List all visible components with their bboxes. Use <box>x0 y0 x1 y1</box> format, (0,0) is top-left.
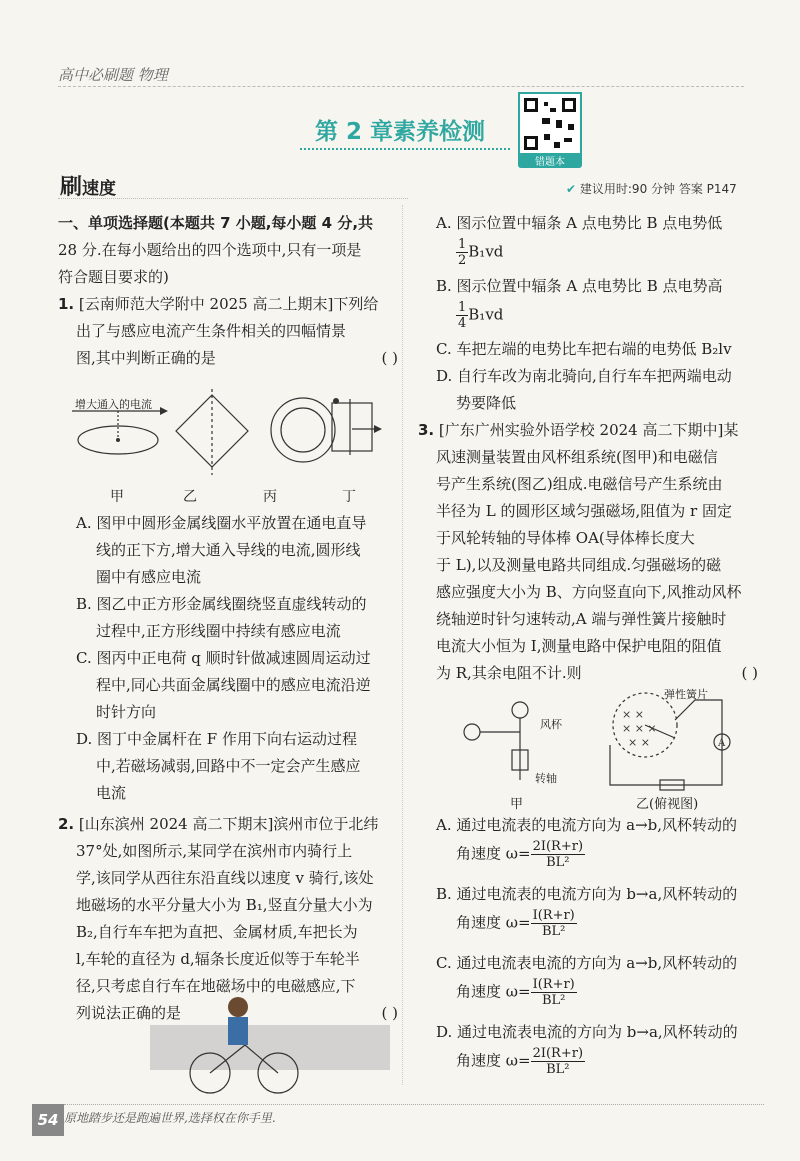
q3-options <box>418 812 758 1088</box>
q3b-pre: 角速度 ω= <box>456 913 531 932</box>
q1-line1: [云南师范大学附中 2025 高二上期末]下列给 <box>78 295 379 313</box>
q3b-den: BL² <box>541 924 566 939</box>
fig-jia-label: 甲 <box>510 797 524 812</box>
rider-body <box>228 1017 248 1045</box>
q2-line1: [山东滨州 2024 高二下期末]滨州市位于北纬 <box>78 815 379 833</box>
q3c-num: I(R+r) <box>532 977 575 992</box>
q2-line2: 37°处,如图所示,某同学在滨州市内骑行上 <box>76 842 353 860</box>
hint-text: 建议用时:90 分钟 答案 P147 <box>579 182 737 196</box>
chapter-title: 第 2 章素养检测 <box>315 119 486 145</box>
q3d-pre: 角速度 ω= <box>456 1051 531 1070</box>
q2-line4: 地磁场的水平分量大小为 B₁,竖直分量大小为 <box>76 896 373 914</box>
q3-option-a-1: A. 通过电流表的电流方向为 a→b,风杯转动的 <box>436 816 738 834</box>
check-icon: ✔ <box>566 182 577 196</box>
q1-option-c-2: 程中,同心共面金属线圈中的感应电流沿逆 <box>96 676 371 694</box>
q3d-num: 2I(R+r) <box>532 1046 584 1061</box>
current-arrow <box>160 407 168 415</box>
bicycle-figure <box>150 995 390 1095</box>
q3c-den: BL² <box>541 993 566 1008</box>
time-hint <box>566 180 737 197</box>
q1-option-c-3: 时针方向 <box>96 703 157 721</box>
q3-line4: 半径为 L 的圆形区域匀强磁场,阻值为 r 固定 <box>436 502 732 520</box>
q3-line1: [广东广州实验外语学校 2024 高二下期中]某 <box>438 421 739 439</box>
q3-option-d-1: D. 通过电流表电流的方向为 b→a,风杯转动的 <box>436 1023 738 1041</box>
q1-answer-paren: ( ) <box>381 349 398 367</box>
fig-current-label: 增大通入的电流 <box>75 398 152 411</box>
q1-option-b-1: B. 图乙中正方形金属线圈绕竖直虚线转动的 <box>76 595 367 613</box>
q1-option-a-1: A. 图甲中圆形金属线圈水平放置在通电直导 <box>76 514 367 532</box>
fig-spring-label: 弹性簧片 <box>664 688 708 701</box>
svg-text:× ×: × × <box>622 708 644 721</box>
q3-line10: 为 R,其余电阻不计.则 <box>436 664 582 682</box>
q2-number: 2. <box>58 815 75 833</box>
q2b-num: 1 <box>458 300 467 315</box>
q2a-den: 2 <box>458 253 467 268</box>
q3-option-c-1: C. 通过电流表电流的方向为 a→b,风杯转动的 <box>436 954 738 972</box>
q2a-tail: B₁vd <box>468 242 504 261</box>
q3d-fraction <box>531 1046 585 1077</box>
part-title-2: 28 分.在每小题给出的四个选项中,只有一项是 <box>58 241 362 259</box>
cup-left <box>464 724 480 740</box>
q3d-den: BL² <box>546 1062 570 1077</box>
q2a-num: 1 <box>458 237 467 252</box>
q2-option-c: C. 车把左端的电势比车把右端的电势低 B₂lv <box>436 340 732 358</box>
q3c-fraction <box>531 977 577 1008</box>
fig-cup-label: 风杯 <box>540 718 562 731</box>
q3c-pre: 角速度 ω= <box>456 982 531 1001</box>
q3-line7: 感应强度大小为 B、方向竖直向下,风推动风杯 <box>436 583 742 601</box>
rail-circuit <box>332 399 382 455</box>
q1-option-d-1: D. 图丁中金属杆在 F 作用下向右运动过程 <box>76 730 357 748</box>
column-divider <box>402 205 403 1085</box>
q2-option-a: A. 图示位置中辐条 A 点电势比 B 点电势低 <box>436 214 723 232</box>
q2-option-d-1: D. 自行车改为南北骑向,自行车车把两端电动 <box>436 367 732 385</box>
q3-answer-paren: ( ) <box>741 664 758 682</box>
svg-text:A: A <box>718 738 726 749</box>
footer-divider <box>64 1104 764 1105</box>
qr-label: 错题本 <box>518 153 582 168</box>
q2b-den: 4 <box>458 316 467 331</box>
q1-option-a-3: 圈中有感应电流 <box>96 568 202 586</box>
q2-answer-paren: ( ) <box>381 1004 398 1022</box>
q3b-fraction <box>531 908 577 939</box>
q1-option-a-2: 线的正下方,增大通入导线的电流,圆形线 <box>96 541 361 559</box>
fig-name-yi: 乙 <box>183 489 197 505</box>
svg-text:× ×: × × <box>628 736 650 749</box>
square-field <box>176 389 248 475</box>
fig-name-bing: 丙 <box>263 489 277 505</box>
q2b-fraction <box>456 300 468 331</box>
fig-axis-label: 转轴 <box>535 772 557 785</box>
right-column <box>418 210 758 687</box>
page-number: 54 <box>32 1104 64 1136</box>
part-title: 一、单项选择题(本题共 7 小题,每小题 4 分,共 <box>58 214 374 232</box>
q1-line3: 图,其中判断正确的是 <box>76 349 216 367</box>
chapter-underline <box>300 148 510 150</box>
q1-option-c-1: C. 图丙中正电荷 q 顺时针做减速圆周运动过 <box>76 649 371 667</box>
brand-text: 速度 <box>82 179 117 199</box>
q1-number: 1. <box>58 295 75 313</box>
footer-motto: 原地踏步还是跑遍世界,选择权在你手里. <box>64 1111 276 1125</box>
q3-line8: 绕轴逆时针匀速转动,A 端与弹性簧片接触时 <box>436 610 727 628</box>
header-divider <box>58 86 744 87</box>
q3-line2: 风速测量装置由风杯组系统(图甲)和电磁信 <box>436 448 718 466</box>
q2b-tail: B₁vd <box>468 305 504 324</box>
q2-line5: B₂,自行车车把为直把、金属材质,车把长为 <box>76 923 358 941</box>
rider-head <box>228 997 248 1017</box>
book-header: 高中必刷题 物理 <box>58 66 168 84</box>
q3a-num: 2I(R+r) <box>532 839 584 854</box>
svg-text:× × ×: × × × <box>622 722 657 735</box>
brand-underline <box>58 198 408 199</box>
fig-name-ding: 丁 <box>342 489 356 505</box>
q1-options <box>58 510 398 1027</box>
q3-figure <box>450 690 750 800</box>
section-brand <box>60 170 116 201</box>
q1-option-d-3: 电流 <box>96 784 127 802</box>
q3-line6: 于 L),以及测量电路共同组成.匀强磁场的磁 <box>436 556 722 574</box>
q2-line6: l,车轮的直径为 d,辐条长度近似等于车轮半 <box>76 950 360 968</box>
fig-yi-label: 乙(俯视图) <box>636 797 699 812</box>
q3-option-b-1: B. 通过电流表的电流方向为 b→a,风杯转动的 <box>436 885 738 903</box>
qr-code-icon[interactable] <box>518 92 582 156</box>
q2-line3: 学,该同学从西往东沿直线以速度 v 骑行,该处 <box>76 869 374 887</box>
q2-option-b: B. 图示位置中辐条 A 点电势比 B 点电势高 <box>436 277 723 295</box>
q1-option-d-2: 中,若磁场减弱,回路中不一定会产生感应 <box>96 757 361 775</box>
q3b-num: I(R+r) <box>532 908 575 923</box>
fig-name-jia: 甲 <box>110 489 124 505</box>
q1-option-b-2: 过程中,正方形线圈中持续有感应电流 <box>96 622 341 640</box>
q3a-fraction <box>531 839 585 870</box>
q3-line3: 号产生系统(图乙)组成.电磁信号产生系统由 <box>436 475 723 493</box>
q2a-fraction <box>456 237 468 268</box>
brand-char: 刷 <box>60 175 83 200</box>
q3-line5: 于风轮转轴的导体棒 OA(导体棒长度大 <box>436 529 695 547</box>
q2-option-d-2: 势要降低 <box>456 394 517 412</box>
q3-number: 3. <box>418 421 435 439</box>
q2-line7: 径,只考虑自行车在地磁场中的电磁感应,下 <box>76 977 356 995</box>
left-column <box>58 210 398 372</box>
part-title-3: 符合题目要求的) <box>58 268 169 286</box>
q3a-den: BL² <box>546 855 570 870</box>
q3-line9: 电流大小恒为 I,测量电路中保护电阻的阻值 <box>436 637 722 655</box>
q1-line2: 出了与感应电流产生条件相关的四幅情景 <box>76 322 347 340</box>
cup-top <box>512 702 528 718</box>
q3a-pre: 角速度 ω= <box>456 844 531 863</box>
q2-line8: 列说法正确的是 <box>76 1004 182 1022</box>
